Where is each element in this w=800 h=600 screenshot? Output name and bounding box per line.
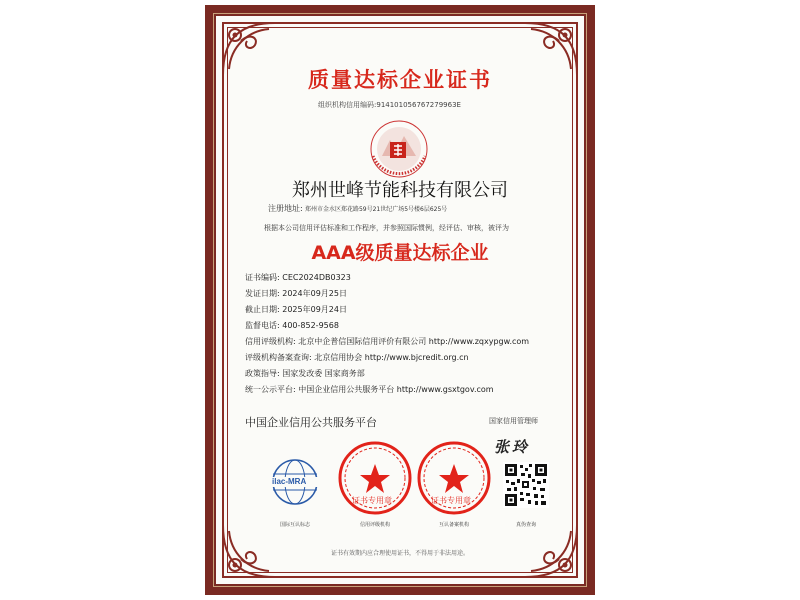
ilac-mra-mark	[266, 456, 324, 508]
field-policy-guidance	[245, 368, 365, 379]
seal-text: 证书专用章	[431, 496, 471, 505]
field-certificate-number	[245, 272, 351, 283]
field-agency-registration	[245, 352, 469, 363]
field-value: 2025年09月24日	[282, 305, 347, 314]
caption-registration-agency: 互认备案机构	[438, 522, 469, 528]
field-value: 国家发改委 国家商务部	[282, 369, 365, 378]
footer-note: 证书有效期内应合理使用证书，不得用于非法用途。	[330, 550, 469, 557]
field-label: 统一公示平台:	[245, 385, 296, 394]
field-label: 发证日期:	[245, 289, 280, 298]
field-label: 截止日期:	[245, 305, 280, 314]
platform-name: 中国企业信用公共服务平台	[245, 416, 377, 429]
field-value: 400-852-9568	[282, 321, 339, 330]
seal-text: 证书专用章	[352, 496, 392, 505]
credit-manager-label: 国家信用管理师	[489, 417, 538, 425]
field-value: 2024年09月25日	[282, 289, 347, 298]
address-label: 注册地址:	[268, 204, 303, 213]
field-label: 监督电话:	[245, 321, 280, 330]
seal-registration-agency	[416, 440, 492, 516]
ilac-text: ilac-MRA	[272, 477, 307, 486]
caption-ilac: 国际互认标志	[279, 522, 310, 528]
org-code-label: 组织机构信用编码:	[318, 101, 377, 109]
seal-star-icon	[439, 464, 469, 493]
field-value: 北京中企普信国际信用评价有限公司 http://www.zqxypgw.com	[298, 337, 530, 346]
caption-authenticity-check: 真伪查询	[515, 522, 536, 528]
certificate-frame	[205, 5, 595, 595]
org-code-line	[318, 100, 461, 110]
address-value: 郑州市金水区郑花路59号21世纪广场5号楼6层625号	[304, 206, 448, 213]
field-public-platform	[245, 384, 494, 395]
org-code-value: 914101056767279963E	[376, 101, 461, 109]
field-value: 中国企业信用公共服务平台 http://www.gsxtgov.com	[298, 385, 494, 394]
company-name: 郑州世峰节能科技有限公司	[292, 180, 508, 201]
field-hotline	[245, 320, 339, 331]
field-rating-agency	[245, 336, 529, 347]
field-value: CEC2024DB0323	[282, 273, 351, 282]
certificate-paper	[216, 16, 584, 584]
caption-rating-agency: 信用评级机构	[359, 522, 390, 528]
field-label: 评级机构备案查询:	[245, 353, 312, 362]
seal-star-icon	[360, 464, 390, 493]
field-label: 证书编码:	[245, 273, 280, 282]
qr-code-icon	[503, 462, 549, 508]
field-label: 政策指导:	[245, 369, 280, 378]
preamble-text: 根据本公司信用评估标准和工作程序，并参照国际惯例，经评估、审核，被评为	[264, 224, 509, 232]
grade-title: AAA级质量达标企业	[311, 242, 489, 264]
field-value: 北京信用协会 http://www.bjcredit.org.cn	[314, 353, 469, 362]
field-issue-date	[245, 288, 347, 299]
manager-signature: 张玲	[494, 438, 531, 456]
seal-rating-agency	[337, 440, 413, 516]
certificate-title: 质量达标企业证书	[308, 68, 492, 92]
address-line	[268, 203, 447, 214]
field-label: 信用评级机构:	[245, 337, 296, 346]
field-expiry-date	[245, 304, 347, 315]
